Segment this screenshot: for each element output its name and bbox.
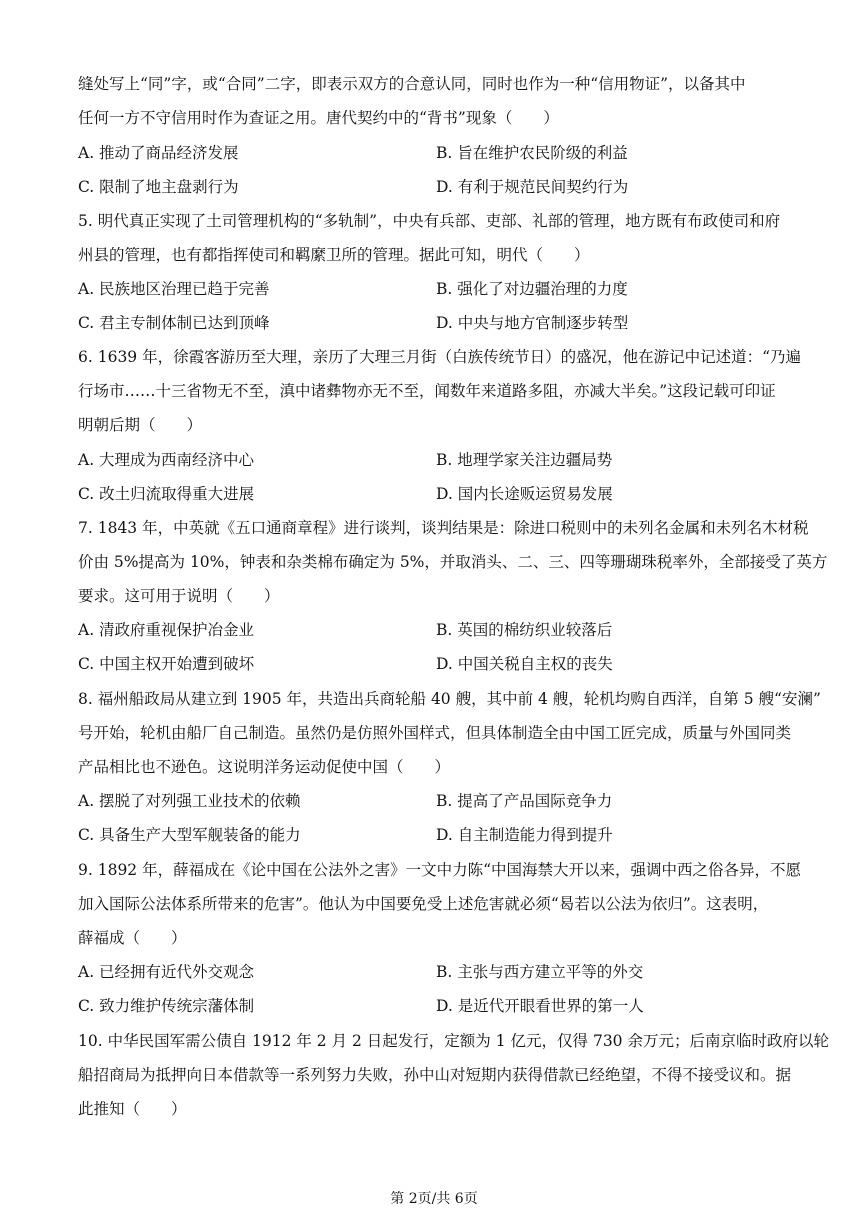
question-7-option-c: C. 中国主权开始遭到破坏 — [78, 655, 255, 673]
question-9-text-line-2: 加入国际公法体系所带来的危害”。他认为中国要免受上述危害就必须“曷若以公法为依归”。这表明， — [78, 895, 769, 913]
question-6-text-line-3: 明朝后期（ ） — [78, 416, 203, 434]
question-8-text-line-1: 8. 福州船政局从建立到 1905 年，共造出兵商轮船 40 艘，其中前 4 艘，轮机均购自西洋，自第 5 艘“安澜” — [78, 690, 821, 708]
question-6-option-c: C. 改土归流取得重大进展 — [78, 485, 255, 503]
question-5-text-line-1: 5. 明代真正实现了土司管理机构的“多轨制”，中央有兵部、吏部、礼部的管理，地方既有布政使司和府 — [78, 212, 781, 230]
question-6-option-b: B. 地理学家关注边疆局势 — [436, 451, 613, 469]
question-9-option-b: B. 主张与西方建立平等的外交 — [436, 963, 644, 981]
question-5-text-line-2: 州县的管理，也有都指挥使司和羁縻卫所的管理。据此可知，明代（ ） — [78, 246, 590, 264]
question-8-option-b: B. 提高了产品国际竞争力 — [436, 792, 613, 810]
question-8-option-d: D. 自主制造能力得到提升 — [436, 826, 613, 844]
question-5-option-c: C. 君主专制体制已达到顶峰 — [78, 314, 270, 332]
question-9-text-line-1: 9. 1892 年，薛福成在《论中国在公法外之害》一文中力陈“中国海禁大开以来，强调中西之俗各异，不愿 — [78, 861, 802, 879]
question-7-text-line-3: 要求。这可用于说明（ ） — [78, 587, 280, 605]
question-5-option-d: D. 中央与地方官制逐步转型 — [436, 314, 629, 332]
page-number: 第 2页/共 6页 — [390, 1191, 478, 1207]
question-10-text-line-3: 此推知（ ） — [78, 1100, 187, 1118]
question-4-text-line-1: 缝处写上“同”字，或“合同”二字，即表示双方的合意认同，同时也作为一种“信用物证”，以备其中 — [78, 75, 746, 93]
question-4-option-c: C. 限制了地主盘剥行为 — [78, 178, 239, 196]
question-9-option-a: A. 已经拥有近代外交观念 — [78, 963, 255, 981]
question-4-option-b: B. 旨在维护农民阶级的利益 — [436, 144, 628, 162]
question-7-text-line-1: 7. 1843 年，中英就《五口通商章程》进行谈判，谈判结果是：除进口税则中的未列名金属和未列名木材税 — [78, 519, 809, 537]
question-6-option-d: D. 国内长途贩运贸易发展 — [436, 485, 613, 503]
question-10-text-line-2: 船招商局为抵押向日本借款等一系列努力失败，孙中山对短期内获得借款已经绝望，不得不接受议和。据 — [78, 1066, 792, 1084]
question-8-text-line-2: 号开始，轮机由船厂自己制造。虽然仍是仿照外国样式，但具体制造全由中国工匠完成，质量与外国同类 — [78, 724, 792, 742]
question-5-option-b: B. 强化了对边疆治理的力度 — [436, 280, 628, 298]
question-4-text-line-2: 任何一方不守信用时作为查证之用。唐代契约中的“背书”现象（ ） — [78, 109, 559, 127]
question-6-option-a: A. 大理成为西南经济中心 — [78, 451, 255, 469]
question-8-text-line-3: 产品相比也不逊色。这说明洋务运动促使中国（ ） — [78, 758, 451, 776]
question-7-text-line-2: 价由 5%提高为 10%，钟表和杂类棉布确定为 5%，并取消头、二、三、四等珊瑚珠税率外，全部接受了英方 — [78, 553, 828, 571]
question-4-option-a: A. 推动了商品经济发展 — [78, 144, 239, 162]
question-7-option-a: A. 清政府重视保护冶金业 — [78, 621, 255, 639]
question-9-option-d: D. 是近代开眼看世界的第一人 — [436, 997, 644, 1015]
question-7-option-b: B. 英国的棉纺织业较落后 — [436, 621, 613, 639]
question-8-option-a: A. 摆脱了对列强工业技术的依赖 — [78, 792, 301, 810]
question-9-text-line-3: 薛福成（ ） — [78, 929, 187, 947]
question-4-option-d: D. 有利于规范民间契约行为 — [436, 178, 629, 196]
question-5-option-a: A. 民族地区治理已趋于完善 — [78, 280, 270, 298]
question-6-text-line-2: 行场市……十三省物无不至，滇中诸彝物亦无不至，闻数年来道路多阻，亦减大半矣。”这段记载可印证 — [78, 382, 776, 400]
question-9-option-c: C. 致力维护传统宗藩体制 — [78, 997, 255, 1015]
question-6-text-line-1: 6. 1639 年，徐霞客游历至大理，亲历了大理三月街（白族传统节日）的盛况，他在游记中记述道：“乃遍 — [78, 348, 802, 366]
question-10-text-line-1: 10. 中华民国军需公债自 1912 年 2 月 2 日起发行，定额为 1 亿元，仅得 730 余万元；后南京临时政府以轮 — [78, 1032, 829, 1050]
question-8-option-c: C. 具备生产大型军舰装备的能力 — [78, 826, 301, 844]
question-7-option-d: D. 中国关税自主权的丧失 — [436, 655, 613, 673]
